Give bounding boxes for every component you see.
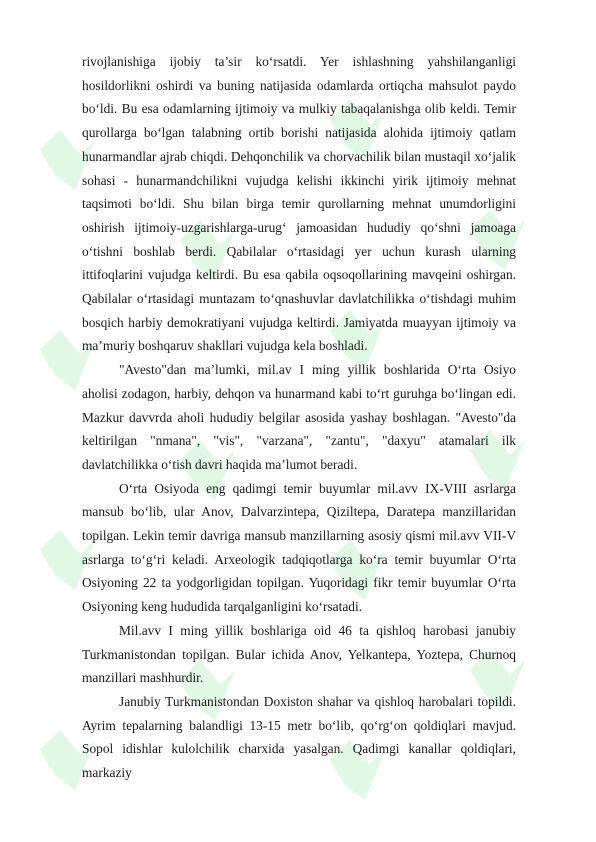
document-body — [82, 50, 516, 785]
paragraph-2: "Avesto"dan ma’lumki, mil.av I ming yillik boshlarida O‘rta Osiyo aholisi zodagon, harbiy, dehqon va hunarmand kabi to‘rt guruhga bo‘lingan edi. Mazkur davvrda aholi hududiy belgilar asosida yashay boshlagan. "Avesto"da keltirilgan "nmana", "vis", "varzana", "zantu", "daxyu" atamalari ilk davlatchilikka o‘tish davri haqida ma’lumot beradi. — [82, 362, 516, 472]
paragraph-4: Mil.avv I ming yillik boshlariga oid 46 ta qishloq harobasi janubiy Turkmanistondan topilgan. Bular ichida Anov, Yelkantepa, Yoztepa, Churnoq manzillari mashhurdir. — [82, 622, 516, 686]
paragraph-3: O‘rta Osiyoda eng qadimgi temir buyumlar mil.avv IX-VIII asrlarga mansub bo‘lib, ular Anov, Dalvarzintepa, Qiziltepa, Daratepa manzillaridan topilgan. Lekin temir davriga mansub manzillarning asosiy qismi mil.avv VII-V asrlarga to‘g‘ri keladi. Arxeologik tadqiqotlarga ko‘ra temir buyumlar O‘rta Osiyoning 22 ta yodgorligidan topilgan. Yuqoridagi fikr temir buyumlar O‘rta Osiyoning keng hududida tarqalganligini ko‘rsatadi. — [82, 480, 516, 615]
paragraph-5: Janubiy Turkmanistondan Doxiston shahar va qishloq harobalari topildi. Ayrim tepalarning balandligi 13-15 metr bo‘lib, qo‘rg‘on qoldiqlari mavjud. Sopol idishlar kulolchilik charxida yasalgan. Qadimgi kanallar qoldiqlari, markaziy — [82, 693, 516, 781]
paragraph-1: rivojlanishiga ijobiy ta’sir ko‘rsatdi. Yer ishlashning yahshilanganligi hosildorlikni oshirdi va buning natijasida odamlarda ortiqcha mahsulot paydo bo‘ldi. Bu esa odamlarning ijtimoiy va mulkiy tabaqalanishga olib keldi. Temir qurollarga bo‘lgan talabning ortib borishi natijasida alohida ijtimoiy qatlam hunarmandlar ajrab chiqdi. Dehqonchilik va chorvachilik bilan mustaqil xo‘jalik sohasi - hunarmandchilikni vujudga kelishi ikkinchi yirik ijtimoiy mehnat taqsimoti bo‘ldi. Shu bilan birga temir qurollarning mehnat unumdorligini oshirish ijtimoiy-uzgarishlarga-urug‘ jamoasidan hududiy qo‘shni jamoaga o‘tishni boshlab berdi. Qabilalar o‘rtasidagi yer uchun kurash ularning ittifoqlarini vujudga keltirdi. Bu esa qabila oqsoqollarining mavqeini oshirgan. Qabilalar o‘rtasidagi muntazam to‘qnashuvlar davlatchilikka o‘tishdagi muhim bosqich harbiy demokratiyani vujudga keltirdi. Jamiyatda muayyan ijtimoiy va ma’muriy boshqaruv shakllari vujudga kela boshladi. — [82, 54, 516, 354]
